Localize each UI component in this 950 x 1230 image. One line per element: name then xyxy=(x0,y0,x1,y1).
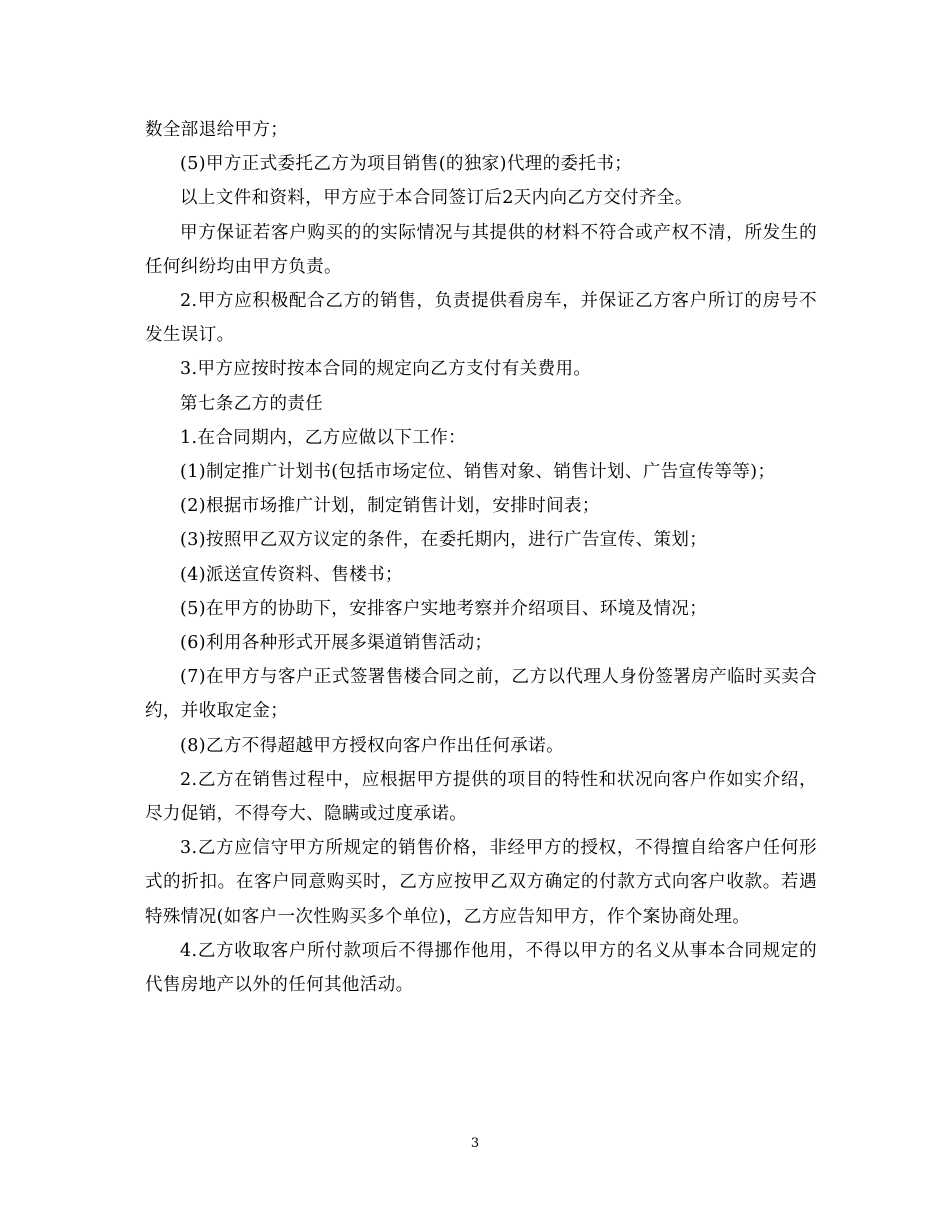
paragraph: 1.在合同期内，乙方应做以下工作： xyxy=(180,427,466,448)
paragraph: 2.乙方在销售过程中，应根据甲方提供的项目的特性和状况向客户作如实介绍，尽力促销，不得夸大、隐瞒或过度承诺。 xyxy=(145,769,817,825)
paragraph: 数全部退给甲方； xyxy=(145,120,289,140)
list-item: (8)乙方不得超越甲方授权向客户作出任何承诺。 xyxy=(180,735,564,756)
paragraph: 甲方保证若客户购买的的实际情况与其提供的材料不符合或产权不清，所发生的任何纠纷均由甲方负责。 xyxy=(145,222,817,277)
list-item: (4)派送宣传资料、售楼书； xyxy=(180,564,403,585)
list-item: (1)制定推广计划书(包括市场定位、销售对象、销售计划、广告宣传等等)； xyxy=(180,462,776,483)
paragraph: 4.乙方收取客户所付款项后不得挪作他用，不得以甲方的名义从事本合同规定的代售房地产以外的任何其他活动。 xyxy=(145,940,817,996)
paragraph: 3.甲方应按时按本合同的规定向乙方支付有关费用。 xyxy=(180,359,592,380)
list-item: (7)在甲方与客户正式签署售楼合同之前，乙方以代理人身份签署房产临时买卖合约，并收取定金； xyxy=(145,667,817,722)
list-item: (6)利用各种形式开展多渠道销售活动； xyxy=(180,633,493,654)
paragraph: (5)甲方正式委托乙方为项目销售(的独家)代理的委托书； xyxy=(180,154,633,175)
list-item: (5)在甲方的协助下，安排客户实地考察并介绍项目、环境及情况； xyxy=(180,598,708,619)
paragraph: 3.乙方应信守甲方所规定的销售价格，非经甲方的授权，不得擅自给客户任何形式的折扣。在客户同意购买时，乙方应按甲乙双方确定的付款方式向客户收款。若遇特殊情况(如客户一次性购买多个单位)，乙方应告知甲方，作个案协商处理。 xyxy=(145,838,817,927)
list-item: (3)按照甲乙双方议定的条件，在委托期内，进行广告宣传、策划； xyxy=(180,530,708,551)
paragraph: 以上文件和资料，甲方应于本合同签订后2天内向乙方交付齐全。 xyxy=(180,188,693,209)
paragraph: 2.甲方应积极配合乙方的销售，负责提供看房车，并保证乙方客户所订的房号不发生误订。 xyxy=(145,291,817,346)
page-number: 3 xyxy=(470,1136,480,1151)
document-body xyxy=(145,113,817,1002)
list-item: (2)根据市场推广计划，制定销售计划，安排时间表； xyxy=(180,496,600,517)
section-heading: 第七条乙方的责任 xyxy=(180,393,324,414)
